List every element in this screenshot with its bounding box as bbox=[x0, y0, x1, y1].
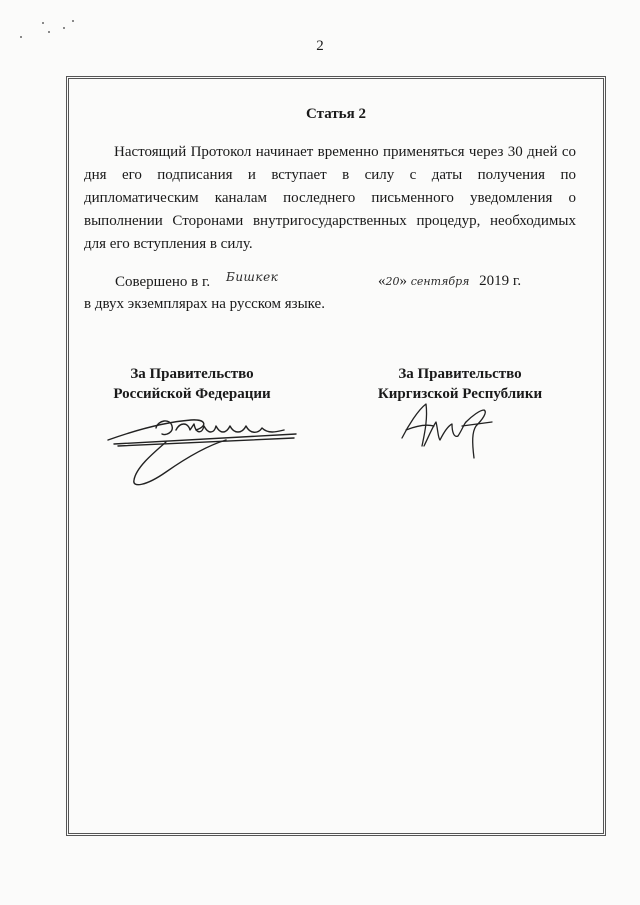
signature-russia bbox=[96, 400, 306, 490]
signatory-russia-line1: За Правительство bbox=[130, 366, 254, 382]
scan-speck bbox=[63, 27, 65, 29]
article-heading: Статья 2 bbox=[306, 106, 366, 122]
done-in-label: Совершено в г. bbox=[115, 274, 211, 290]
handwritten-day: 20 bbox=[385, 275, 400, 288]
signatory-kyrgyzstan-line1: За Правительство bbox=[398, 366, 522, 382]
article-paragraph: Настоящий Протокол начинает временно применяться через 30 дней со дня его подписания и вступает в силу с даты получения по дипломатическим каналам последнего письменного уведомления о выполнении Сторонами внутригосударственных процедур, необходимых для его вступления в силу. bbox=[84, 144, 576, 252]
copies-statement: в двух экземплярах на русском языке. bbox=[84, 296, 325, 312]
signatory-kyrgyzstan-line2: Киргизской Республики bbox=[377, 386, 543, 402]
scan-speck bbox=[48, 31, 50, 33]
signatory-russia bbox=[102, 364, 282, 404]
handwritten-month: сентября bbox=[410, 275, 470, 288]
signing-date bbox=[378, 273, 521, 290]
date-close-quote: » bbox=[399, 273, 407, 289]
page-number: 2 bbox=[316, 38, 324, 54]
signature-kyrgyzstan bbox=[396, 396, 506, 466]
signatory-russia-line2: Российской Федерации bbox=[113, 386, 271, 402]
date-open-quote: « bbox=[378, 273, 386, 289]
handwritten-city: Бишкек bbox=[226, 270, 279, 284]
scan-speck bbox=[72, 20, 74, 22]
signing-year: 2019 г. bbox=[479, 273, 522, 289]
scan-speck bbox=[42, 22, 44, 24]
